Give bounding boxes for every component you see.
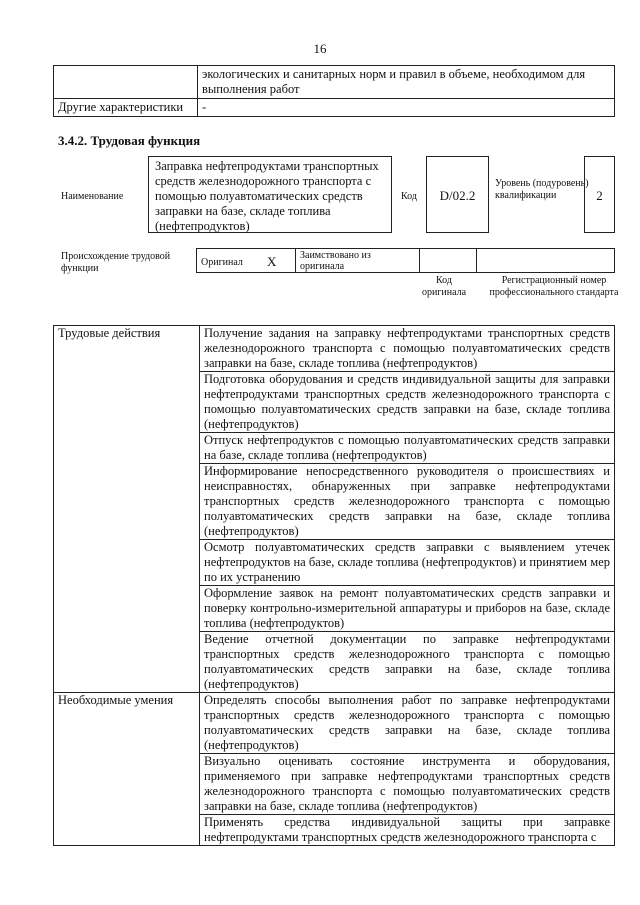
function-code-box: D/02.2 (426, 156, 489, 233)
reg-number-caption: Регистрационный номер профессионального стандарта (489, 275, 619, 298)
skills-label: Необходимые умения (54, 693, 200, 846)
table-row (54, 99, 615, 117)
labor-action-item: Получение задания на заправку нефтепродуктами транспортных средств железнодорожного транспорта с помощью полуавтоматических средств заправки на базе, складе топлива (нефтепродуктов) (200, 326, 615, 372)
origin-label: Происхождение трудовой функции (61, 251, 171, 274)
section-title: 3.4.2. Трудовая функция (58, 133, 201, 148)
original-cell (196, 248, 296, 273)
page-number: 16 (313, 41, 327, 56)
function-name-box: Заправка нефтепродуктами транспортных средств железнодорожного транспорта с помощью полуавтоматических средств заправки на базе, складе топлива (нефтепродуктов) (148, 156, 392, 233)
other-characteristics-value: - (198, 99, 615, 117)
table-row (54, 66, 615, 99)
original-mark: X (267, 254, 277, 269)
skill-item: Визуально оценивать состояние инструмента и оборудования, применяемого при заправке нефтепродуктами транспортных средств железнодорожного транспорта с помощью полуавтоматических средств заправки на базе, складе топлива (нефтепродуктов) (200, 754, 615, 815)
level-box: 2 (584, 156, 615, 233)
code-label: Код (401, 191, 417, 202)
skill-item: Применять средства индивидуальной защиты при заправке нефтепродуктами транспортных средств железнодорожного транспорта с (200, 815, 615, 846)
reg-number-cell (476, 248, 615, 273)
table-row (54, 693, 615, 754)
labor-action-item: Осмотр полуавтоматических средств заправки с выявлением утечек нефтепродуктов на базе, складе топлива (нефтепродуктов) и принятием мер по их устранению (200, 540, 615, 586)
labor-action-item: Подготовка оборудования и средств индивидуальной защиты для заправки нефтепродуктами транспортных средств железнодорожного транспорта с помощью полуавтоматических средств заправки на базе, складе топлива (нефтепродуктов) (200, 372, 615, 433)
labor-action-item: Информирование непосредственного руководителя о происшествиях и неисправностях, обнаруженных при заправке нефтепродуктами транспортных средств железнодорожного транспорта с помощью полуавтоматических средств заправки на базе, складе топлива (нефтепродуктов) (200, 464, 615, 540)
borrowed-label: Заимствовано из оригинала (295, 248, 420, 273)
labor-action-item: Ведение отчетной документации по заправке нефтепродуктами транспортных средств железнодорожного транспорта с помощью полуавтоматических средств заправки на базе, складе топлива (нефтепродуктов) (200, 632, 615, 693)
code-original-cell (419, 248, 477, 273)
original-label: Оригинал (201, 257, 243, 268)
table-cell: экологических и санитарных норм и правил в объеме, необходимом для выполнения работ (198, 66, 615, 99)
table-row (54, 326, 615, 372)
main-table (53, 325, 615, 846)
code-original-caption: Код оригинала (421, 275, 467, 298)
table-cell (54, 66, 198, 99)
other-characteristics-label: Другие характеристики (54, 99, 198, 117)
labor-actions-label: Трудовые действия (54, 326, 200, 693)
labor-action-item: Оформление заявок на ремонт полуавтоматических средств заправки и поверку контрольно-измерительной аппаратуры и приборов на базе, складе топлива (нефтепродуктов) (200, 586, 615, 632)
level-label: Уровень (подуровень) квалификации (495, 178, 589, 201)
skill-item: Определять способы выполнения работ по заправке нефтепродуктами транспортных средств железнодорожного транспорта с помощью полуавтоматических средств заправки на базе, складе топлива (нефтепродуктов) (200, 693, 615, 754)
name-label: Наименование (61, 191, 124, 202)
top-table (53, 65, 615, 117)
labor-action-item: Отпуск нефтепродуктов с помощью полуавтоматических средств заправки на базе, складе топлива (нефтепродуктов) (200, 433, 615, 464)
